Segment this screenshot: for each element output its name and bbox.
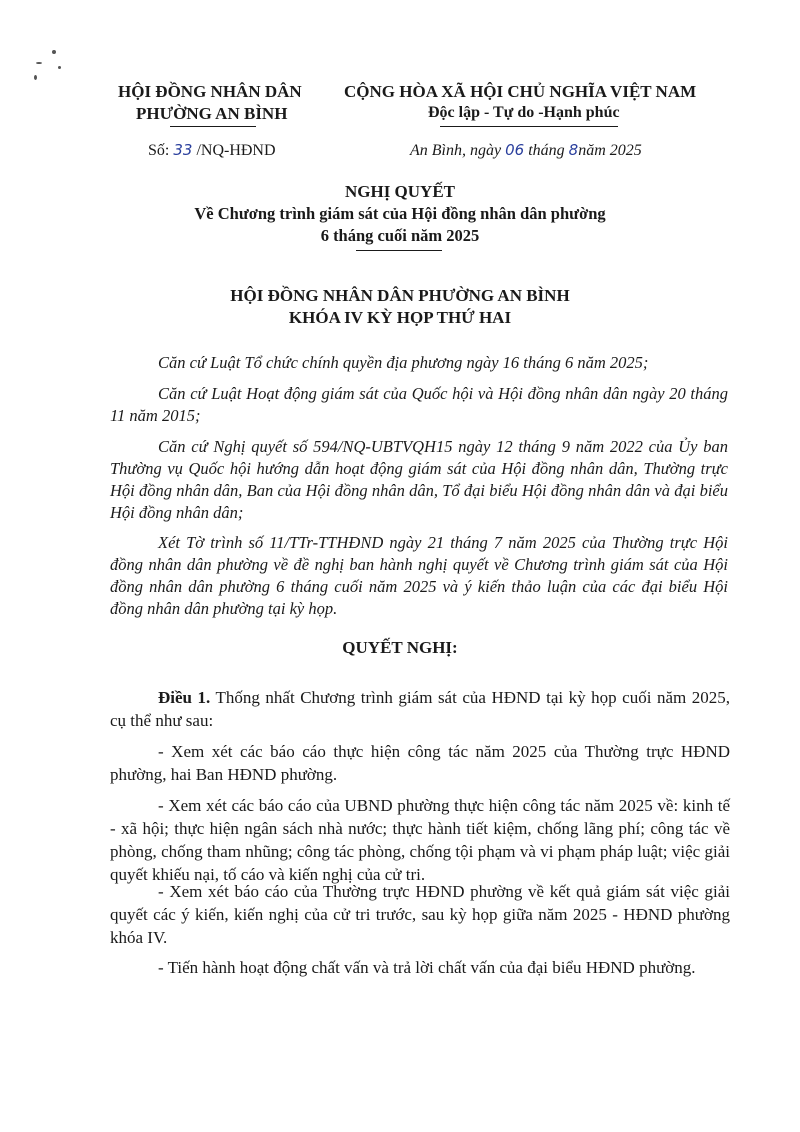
- motto-underline: [440, 126, 618, 127]
- handwritten-month: 8: [568, 141, 579, 159]
- issuer-line-2: KHÓA IV KỲ HỌP THỨ HAI: [288, 308, 512, 327]
- document-number: [148, 141, 276, 160]
- legal-basis-2: Căn cứ Luật Hoạt động giám sát của Quốc hội và Hội đồng nhân dân ngày 20 tháng 11 năm 2015;: [110, 384, 728, 425]
- issuer-line-1: HỘI ĐỒNG NHÂN DÂN PHƯỜNG AN BÌNH: [230, 286, 570, 305]
- national-motto: Độc lập - Tự do -Hạnh phúc: [428, 104, 620, 121]
- article-1-intro-text: Thống nhất Chương trình giám sát của HĐND tại kỳ họp cuối năm 2025, cụ thể như sau:: [110, 688, 731, 730]
- number-prefix: Số:: [148, 142, 170, 159]
- resolves-heading: QUYẾT NGHỊ:: [342, 638, 458, 657]
- subject-line-1: Về Chương trình giám sát của Hội đồng nhân dân phường: [194, 204, 606, 223]
- handwritten-day: 06: [505, 141, 525, 159]
- document-date: [410, 141, 642, 160]
- date-month-word: tháng: [528, 142, 565, 159]
- ward-name: PHƯỜNG AN BÌNH: [136, 104, 288, 123]
- scan-speck: [52, 50, 56, 54]
- legal-basis-3: Căn cứ Nghị quyết số 594/NQ-UBTVQH15 ngày 12 tháng 9 năm 2022 của Ủy ban Thường vụ Quốc hội hướng dẫn hoạt động giám sát của Hội đồng nhân dân, Thường trực Hội đồng nhân dân, Ban của Hội đồng nhân dân, Tổ đại biểu Hội đồng nhân dân và đại biểu Hội đồng nhân dân;: [110, 437, 728, 522]
- document-type: NGHỊ QUYẾT: [344, 182, 456, 201]
- date-year: năm 2025: [578, 142, 642, 159]
- scan-speck: [36, 62, 42, 64]
- handwritten-number: 33: [173, 141, 193, 159]
- council-name: HỘI ĐỒNG NHÂN DÂN: [118, 82, 302, 101]
- title-underline: [356, 250, 442, 251]
- number-suffix: /NQ-HĐND: [196, 142, 276, 159]
- article-1-item-1: - Xem xét các báo cáo thực hiện công tác năm 2025 của Thường trực HĐND phường, hai Ban HĐND phường.: [110, 742, 730, 784]
- article-1-item-3: - Xem xét báo cáo của Thường trực HĐND phường về kết quả giám sát việc giải quyết các ý kiến, kiến nghị của cử tri trước, sau kỳ họp giữa năm 2025 - HĐND phường khóa IV.: [110, 882, 730, 947]
- article-1-label: Điều 1.: [158, 688, 211, 707]
- date-place: An Bình, ngày: [410, 142, 502, 159]
- scan-speck: [58, 66, 61, 69]
- ward-underline: [170, 126, 256, 127]
- scan-speck: [34, 75, 37, 80]
- subject-line-2: 6 tháng cuối năm 2025: [320, 226, 480, 245]
- article-1-intro: [110, 686, 730, 732]
- legal-basis-1: Căn cứ Luật Tổ chức chính quyền địa phương ngày 16 tháng 6 năm 2025;: [158, 353, 649, 372]
- republic-name: CỘNG HÒA XÃ HỘI CHỦ NGHĨA VIỆT NAM: [344, 82, 697, 101]
- article-1-item-2: - Xem xét các báo cáo của UBND phường thực hiện công tác năm 2025 về: kinh tế - xã hội; thực hiện ngân sách nhà nước; thực hành tiết kiệm, chống lãng phí; công tác về phòng, chống tham nhũng; công tác phòng, chống tội phạm và vi phạm pháp luật; việc giải quyết khiếu nại, tố cáo và kiến nghị của cử tri.: [110, 796, 730, 884]
- article-1-item-4: - Tiến hành hoạt động chất vấn và trả lời chất vấn của đại biểu HĐND phường.: [158, 958, 696, 977]
- legal-basis-4: Xét Tờ trình số 11/TTr-TTHĐND ngày 21 tháng 7 năm 2025 của Thường trực Hội đồng nhân dân phường về đề nghị ban hành nghị quyết về Chương trình giám sát của Hội đồng nhân dân phường 6 tháng cuối năm 2025 và ý kiến thảo luận của các đại biểu Hội đồng nhân dân phường tại kỳ họp.: [110, 533, 728, 618]
